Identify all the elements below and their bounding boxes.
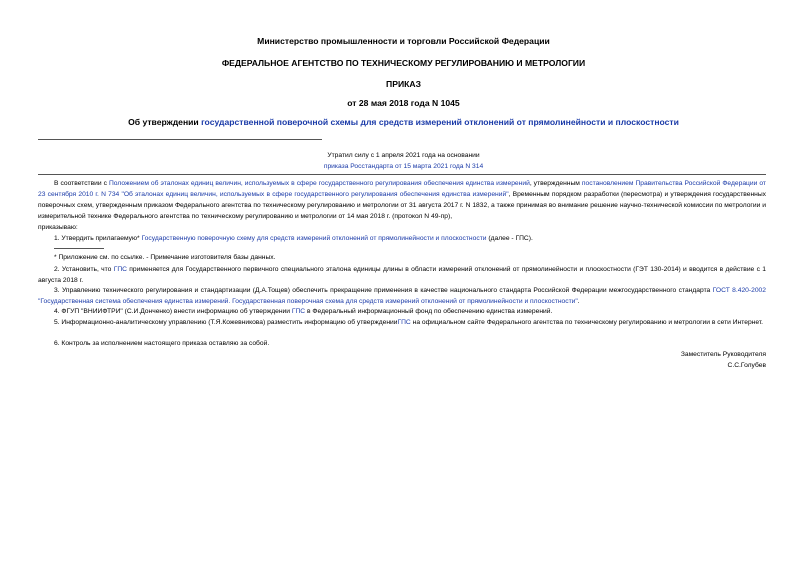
- status-note-line1: Утратил силу с 1 апреля 2021 года на основании: [327, 152, 480, 159]
- footnote: * Приложение см. по ссылке. - Примечание изготовителя базы данных.: [54, 254, 276, 261]
- footnote-divider: [54, 248, 104, 249]
- resolution-link[interactable]: постановлением Правительства Российской Федерации от 23 сентября 2010 г. N 734 "Об эталонах единиц величин, используемых в сфере государственного регулирования обеспечения единства измерений": [38, 180, 766, 198]
- item-2: 2. Установить, что ГПС применяется для Государственного первичного специального эталона единицы длины в области измерений отклонений от прямолинейности и плоскостности (ГЭТ 130-2014) и вводится в действие с 1 августа 2018 г.: [38, 266, 766, 284]
- item-5: 5. Информационно-аналитическому управлению (Т.Я.Кожевникова) разместить информацию об утвержденииГПС на официальном сайте Федерального агентства по техническому регулированию и метрологии в сети Интернет.: [54, 319, 764, 326]
- ministry-name: Министерство промышленности и торговли Российской Федерации: [257, 36, 550, 46]
- gps-link-3[interactable]: ГПС: [397, 319, 411, 326]
- title-prefix: Об утверждении: [128, 117, 202, 127]
- title-link[interactable]: государственной поверочной схемы для средств измерений отклонений от прямолинейности и плоскостности: [201, 117, 679, 127]
- document-date: от 28 мая 2018 года N 1045: [347, 98, 460, 108]
- item-3: 3. Управлению технического регулирования и стандартизации (Д.А.Тощев) обеспечить прекращение применения в качестве национального стандарта Российской Федерации межгосударственного стандарта ГОСТ 8.420-2002 "Государственная система обеспечения единства измерений. Государственная поверочная схема для средств измерений отклонений от прямолинейности и плоскостности".: [38, 287, 766, 305]
- gps-scheme-link[interactable]: Государственную поверочную схему для средств измерений отклонений от прямолинейности и плоскостности: [141, 235, 487, 242]
- divider-top: [38, 139, 322, 140]
- divider-status: [38, 174, 766, 175]
- signatory-name: С.С.Голубев: [727, 362, 766, 369]
- item-6: 6. Контроль за исполнением настоящего приказа оставляю за собой.: [54, 340, 270, 347]
- item-1: 1. Утвердить прилагаемую* Государственную поверочную схему для средств измерений отклонений от прямолинейности и плоскостности (далее - ГПС).: [54, 235, 533, 242]
- item-4: 4. ФГУП "ВНИИФТРИ" (С.И.Донченко) внести информацию об утверждении ГПС в Федеральный информационный фонд по обеспечению единства измерений.: [54, 308, 553, 315]
- document-title: [0, 117, 807, 127]
- document-type: ПРИКАЗ: [386, 79, 421, 89]
- signatory-position: Заместитель Руководителя: [680, 351, 766, 358]
- repeal-order-link[interactable]: приказа Росстандарта от 15 марта 2021 года N 314: [323, 163, 484, 170]
- regulation-link[interactable]: Положением об эталонах единиц величин, используемых в сфере государственного регулирования обеспечения единства измерений: [108, 180, 530, 187]
- agency-name: ФЕДЕРАЛЬНОЕ АГЕНТСТВО ПО ТЕХНИЧЕСКОМУ РЕГУЛИРОВАНИЮ И МЕТРОЛОГИИ: [221, 58, 586, 68]
- status-note-line2: [0, 161, 807, 172]
- gost-link[interactable]: ГОСТ 8.420-2002 "Государственная система обеспечения единства измерений. Государственная поверочная схема для средств измерений отклонений от прямолинейности и плоскостности": [38, 287, 766, 305]
- preamble-paragraph: В соответствии с Положением об эталонах единиц величин, используемых в сфере государственного регулирования обеспечения единства измерений, утвержденным постановлением Правительства Российской Федерации от 23 сентября 2010 г. N 734 "Об эталонах единиц величин, используемых в сфере государственного регулирования обеспечения единства измерений", Временным порядком разработки (пересмотра) и утверждения государственных поверочных схем, утвержденным приказом Федерального агентства по техническому регулированию и метрологии от 31 августа 2017 г. N 1832, а также принимая во внимание решение научно-технической комиссии по метрологии и измерительной технике Федерального агентства по техническому регулированию и метрологии от 14 мая 2018 г. (протокол N 49-пр),: [38, 180, 766, 220]
- order-word: приказываю:: [38, 224, 78, 231]
- gps-link[interactable]: ГПС: [113, 266, 127, 273]
- gps-link-2[interactable]: ГПС: [291, 308, 306, 315]
